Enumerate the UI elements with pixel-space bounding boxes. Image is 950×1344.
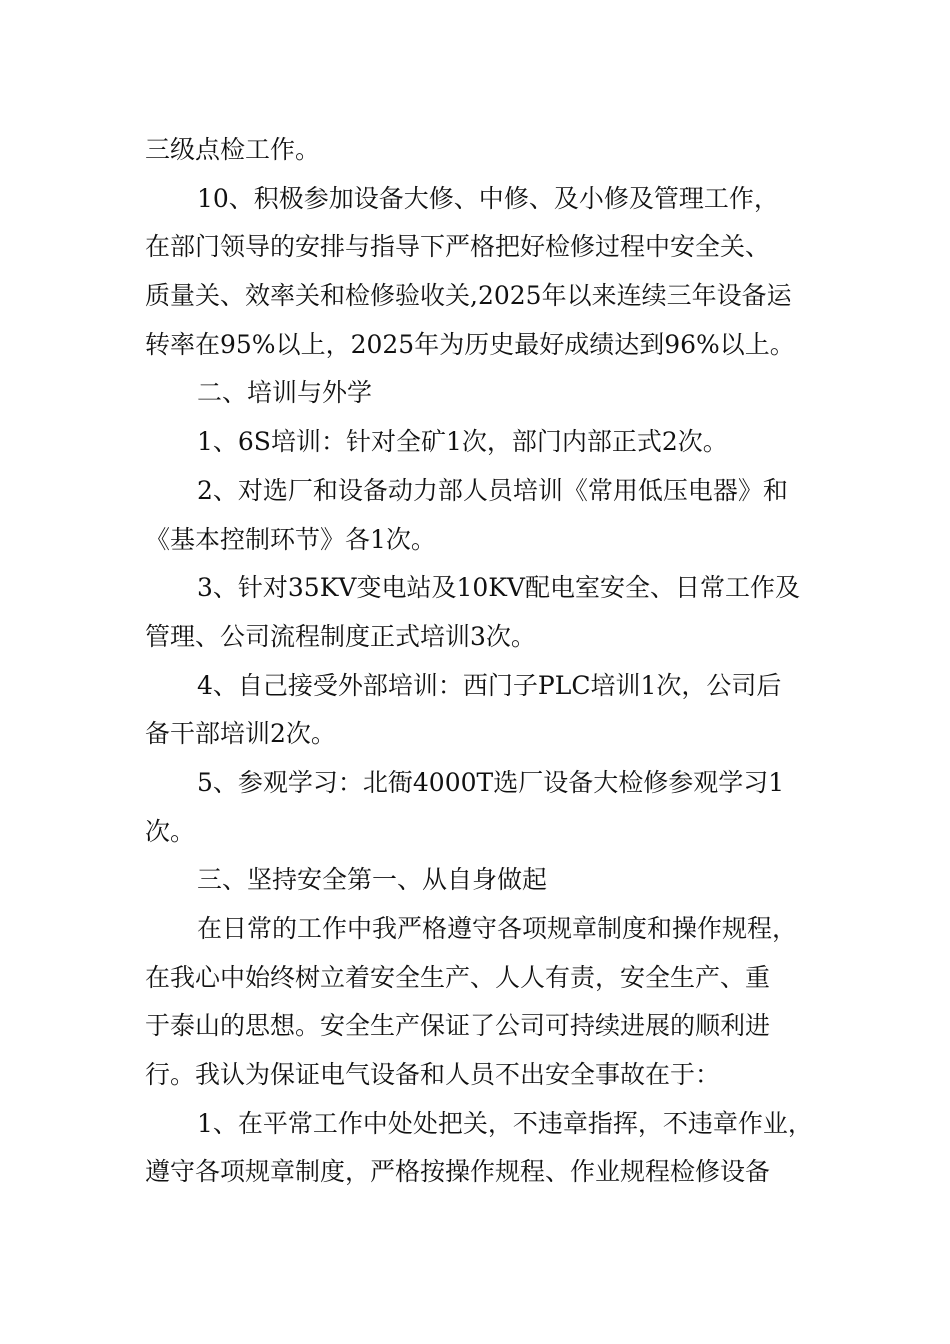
paragraph-training-5 bbox=[145, 759, 810, 856]
paragraph-training-1 bbox=[145, 418, 810, 467]
text-line: 在部门领导的安排与指导下严格把好检修过程中安全关、 bbox=[145, 232, 771, 262]
paragraph-safety-intro bbox=[145, 905, 810, 1100]
text-line: 1、在平常工作中处处把关，不违章指挥，不违章作业， bbox=[197, 1108, 813, 1138]
text-line: 4、自己接受外部培训：西门子PLC培训1次，公司后 bbox=[197, 670, 782, 700]
text-line: 5、参观学习：北衙4000T选厂设备大检修参观学习1 bbox=[197, 767, 785, 797]
section-heading-training bbox=[145, 369, 810, 418]
text-line: 转率在95%以上，2025年为历史最好成绩达到96%以上。 bbox=[145, 329, 795, 359]
text-line: 三级点检工作。 bbox=[145, 135, 321, 164]
text-line: 在日常的工作中我严格遵守各项规章制度和操作规程， bbox=[197, 914, 798, 943]
text-line: 二、培训与外学 bbox=[197, 378, 373, 408]
paragraph-safety-1 bbox=[145, 1100, 813, 1197]
text-line: 管理、公司流程制度正式培训3次。 bbox=[145, 621, 536, 651]
text-line: 备干部培训2次。 bbox=[145, 719, 336, 749]
text-line: 1、6S培训：针对全矿1次，部门内部正式2次。 bbox=[197, 427, 728, 457]
paragraph-training-2 bbox=[145, 467, 810, 564]
text-line: 次。 bbox=[145, 816, 196, 846]
text-line: 《基本控制环节》各1次。 bbox=[145, 524, 436, 554]
text-line: 3、针对35KV变电站及10KV配电室安全、日常工作及 bbox=[197, 573, 800, 603]
document-body bbox=[145, 126, 813, 1197]
text-line: 10、积极参加设备大修、中修、及小修及管理工作， bbox=[197, 183, 779, 213]
section-heading-safety bbox=[145, 856, 810, 905]
paragraph-continuation bbox=[145, 126, 810, 175]
text-line: 在我心中始终树立着安全生产、人人有责，安全生产、重 bbox=[145, 962, 771, 992]
text-line: 2、对选厂和设备动力部人员培训《常用低压电器》和 bbox=[197, 475, 788, 505]
text-line: 遵守各项规章制度，严格按操作规程、作业规程检修设备 bbox=[145, 1157, 771, 1187]
text-line: 三、坚持安全第一、从自身做起 bbox=[197, 865, 548, 895]
text-line: 于泰山的思想。安全生产保证了公司可持续进展的顺利进 bbox=[145, 1011, 771, 1041]
text-line: 行。我认为保证电气设备和人员不出安全事故在于： bbox=[145, 1060, 721, 1090]
paragraph-training-3 bbox=[145, 564, 810, 661]
text-line: 质量关、效率关和检修验收关,2025年以来连续三年设备运 bbox=[145, 281, 792, 311]
paragraph-training-4 bbox=[145, 662, 810, 759]
paragraph-item-10 bbox=[145, 175, 810, 370]
